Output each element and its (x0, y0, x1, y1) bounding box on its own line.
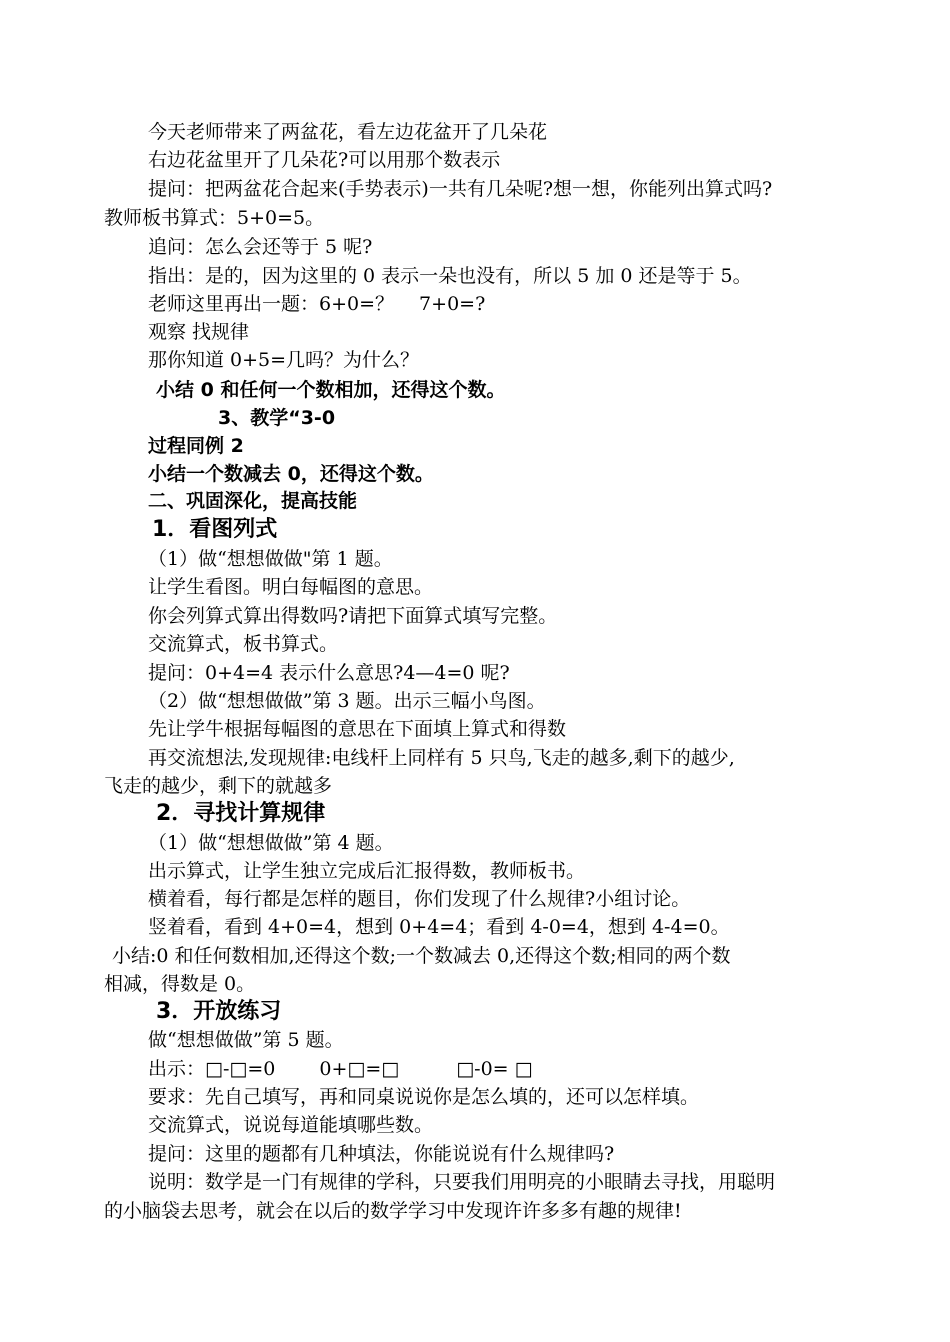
paragraph-line: 再交流想法,发现规律:电线杆上同样有 5 只鸟,飞走的越多,剩下的越少, (148, 747, 735, 769)
paragraph-line: （1）做“想想做做”第 4 题。 (148, 832, 394, 854)
process-heading: 过程同例 2 (148, 435, 244, 457)
paragraph-line: 提问：0+4=4 表示什么意思?4—4=0 呢? (148, 662, 510, 684)
paragraph-line: 交流算式，说说每道能填哪些数。 (148, 1114, 434, 1136)
paragraph-line: 交流算式，板书算式。 (148, 633, 339, 655)
paragraph-line: 先让学牛根据每幅图的意思在下面填上算式和得数 (148, 718, 567, 740)
paragraph-line: 老师这里再出一题：6+0=？ 7+0=? (148, 293, 486, 315)
paragraph-line: 追问：怎么会还等于 5 呢? (148, 236, 373, 258)
paragraph-line: 右边花盆里开了几朵花?可以用那个数表示 (148, 149, 501, 171)
paragraph-line: 相减，得数是 0。 (104, 973, 256, 995)
paragraph-line: 指出：是的，因为这里的 0 表示一朵也没有，所以 5 加 0 还是等于 5。 (148, 265, 752, 287)
paragraph-line: 提问：这里的题都有几种填法，你能说说有什么规律吗? (148, 1143, 615, 1165)
paragraph-line: 观察 找规律 (148, 321, 250, 343)
paragraph-line: 教师板书算式：5+0=5。 (104, 207, 325, 229)
subsection-heading: 2．寻找计算规律 (156, 801, 326, 826)
summary-heading: 小结一个数减去 0，还得这个数。 (148, 463, 434, 485)
paragraph-line: 飞走的越少，剩下的就越多 (104, 775, 333, 797)
paragraph-line: 的小脑袋去思考，就会在以后的数学学习中发现许许多多有趣的规律! (104, 1200, 682, 1222)
subsection-heading: 3．开放练习 (156, 999, 282, 1024)
paragraph-line: （1）做“想想做做"第 1 题。 (148, 548, 393, 570)
paragraph-line: 横着看，每行都是怎样的题目，你们发现了什么规律?小组讨论。 (148, 888, 691, 910)
paragraph-line: 小结:0 和任何数相加,还得这个数;一个数减去 0,还得这个数;相同的两个数 (112, 945, 731, 967)
paragraph-line: 提问：把两盆花合起来(手势表示)一共有几朵呢?想一想，你能列出算式吗? (148, 178, 773, 200)
paragraph-line: 让学生看图。明白每幅图的意思。 (148, 576, 434, 598)
paragraph-line: 竖着看，看到 4+0=4，想到 0+4=4；看到 4-0=4，想到 4-4=0。 (148, 916, 730, 938)
paragraph-line: 今天老师带来了两盆花，看左边花盆开了几朵花 (148, 121, 548, 143)
paragraph-line: 说明：数学是一门有规律的学科，只要我们用明亮的小眼睛去寻找，用聪明 (148, 1171, 776, 1193)
section-heading: 3、教学“3-0 (218, 407, 336, 429)
paragraph-line: 那你知道 0+5=几吗？为什么？ (148, 349, 420, 371)
paragraph-line: 出示算式，让学生独立完成后汇报得数，教师板书。 (148, 860, 586, 882)
subsection-heading: 1．看图列式 (152, 517, 278, 542)
summary-heading: 小结 0 和任何一个数相加，还得这个数。 (156, 379, 506, 401)
paragraph-line: 要求：先自己填写，再和同桌说说你是怎么填的，还可以怎样填。 (148, 1086, 700, 1108)
paragraph-line: 你会列算式算出得数吗?请把下面算式填写完整。 (148, 605, 558, 627)
paragraph-line: （2）做“想想做做”第 3 题。出示三幅小鸟图。 (148, 690, 546, 712)
paragraph-line: 出示：□-□=0 0+□=□ □-0= □ (148, 1058, 533, 1080)
chapter-heading: 二、巩固深化，提高技能 (148, 490, 358, 512)
paragraph-line: 做“想想做做”第 5 题。 (148, 1029, 344, 1051)
